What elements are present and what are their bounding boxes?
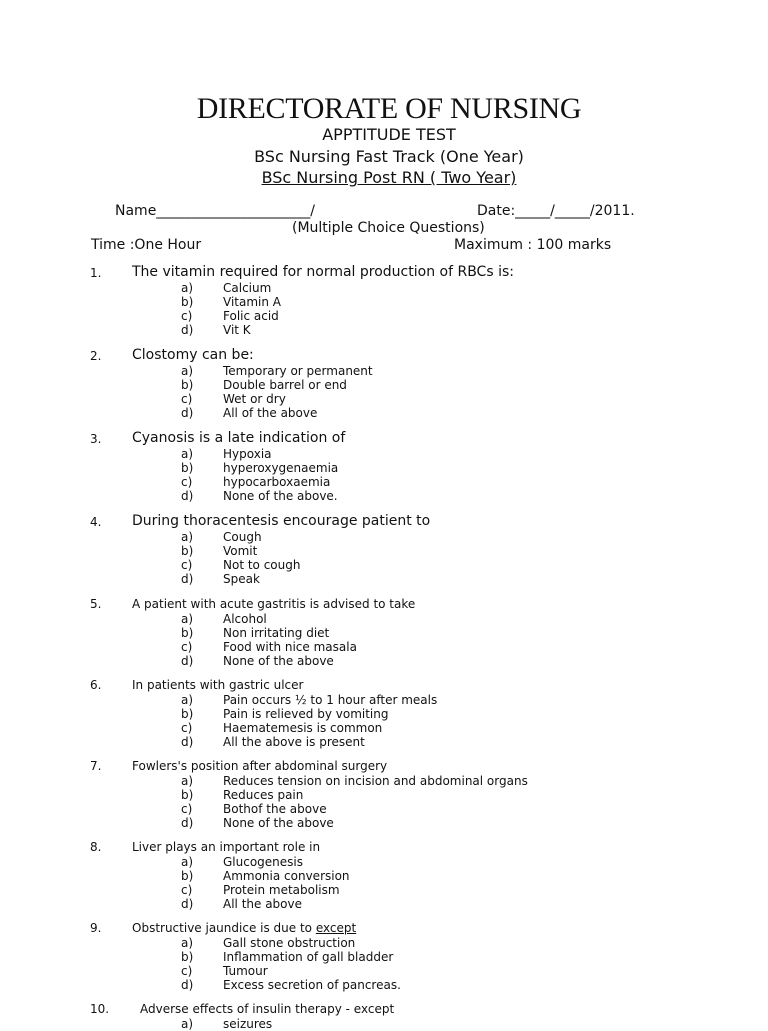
answer-option bbox=[0, 950, 768, 964]
option-text: Speak bbox=[223, 572, 260, 586]
question-text bbox=[132, 347, 254, 363]
answer-option bbox=[0, 816, 768, 830]
option-letter: c) bbox=[181, 475, 193, 489]
option-letter: c) bbox=[181, 640, 193, 654]
question-text-main: A patient with acute gastritis is advised to take bbox=[132, 597, 416, 611]
question-text bbox=[132, 840, 320, 854]
answer-option bbox=[0, 323, 768, 337]
subtitle-post-rn: BSc Nursing Post RN ( Two Year) bbox=[261, 168, 517, 187]
option-letter: d) bbox=[181, 816, 194, 830]
answer-option bbox=[0, 640, 768, 654]
option-letter: d) bbox=[181, 735, 194, 749]
question-text bbox=[132, 264, 514, 280]
option-letter: b) bbox=[181, 626, 194, 640]
question-number: 6. bbox=[90, 678, 102, 692]
option-letter: c) bbox=[181, 558, 193, 572]
time-info: Time :One Hour bbox=[91, 237, 202, 253]
name-field: Name______________________/ bbox=[115, 203, 316, 219]
option-text: Pain occurs ½ to 1 hour after meals bbox=[223, 693, 438, 707]
question-text-main: During thoracentesis encourage patient to bbox=[132, 513, 431, 529]
option-letter: d) bbox=[181, 978, 194, 992]
option-text: All the above bbox=[223, 897, 302, 911]
question-text bbox=[140, 1002, 394, 1016]
question-number: 10. bbox=[90, 1002, 110, 1016]
option-letter: d) bbox=[181, 489, 194, 503]
option-letter: b) bbox=[181, 788, 194, 802]
question-text bbox=[132, 678, 303, 692]
option-letter: c) bbox=[181, 802, 193, 816]
question-number: 8. bbox=[90, 840, 102, 854]
option-letter: b) bbox=[181, 869, 194, 883]
answer-option bbox=[0, 978, 768, 992]
answer-option bbox=[0, 489, 768, 503]
option-letter: d) bbox=[181, 406, 194, 420]
question-number: 5. bbox=[90, 597, 102, 611]
option-text: Excess secretion of pancreas. bbox=[223, 978, 401, 992]
option-letter: d) bbox=[181, 572, 194, 586]
option-letter: a) bbox=[181, 281, 194, 295]
option-text: Glucogenesis bbox=[223, 855, 304, 869]
option-letter: c) bbox=[181, 964, 193, 978]
option-text: Ammonia conversion bbox=[223, 869, 350, 883]
option-letter: d) bbox=[181, 897, 194, 911]
question-text-main: Clostomy can be: bbox=[132, 347, 254, 363]
option-letter: d) bbox=[181, 323, 194, 337]
option-letter: c) bbox=[181, 309, 193, 323]
option-letter: a) bbox=[181, 693, 194, 707]
question-text bbox=[132, 513, 430, 529]
question-number: 3. bbox=[90, 432, 102, 446]
option-text: Folic acid bbox=[223, 309, 279, 323]
option-text: Cough bbox=[223, 530, 262, 544]
option-letter: a) bbox=[181, 447, 194, 461]
answer-option bbox=[0, 654, 768, 668]
answer-option bbox=[0, 530, 768, 544]
answer-option bbox=[0, 869, 768, 883]
option-text: Reduces pain bbox=[223, 788, 304, 802]
option-text: Pain is relieved by vomiting bbox=[223, 707, 389, 721]
option-letter: b) bbox=[181, 378, 194, 392]
answer-option bbox=[0, 544, 768, 558]
option-text: None of the above bbox=[223, 654, 334, 668]
question-text-main: Liver plays an important role in bbox=[132, 840, 321, 854]
question-text-main: The vitamin required for normal production of RBCs is: bbox=[132, 264, 514, 280]
answer-option bbox=[0, 707, 768, 721]
option-letter: b) bbox=[181, 295, 194, 309]
question-text-emphasis: except bbox=[315, 921, 357, 935]
option-text: Not to cough bbox=[223, 558, 301, 572]
option-letter: a) bbox=[181, 936, 194, 950]
date-field: Date:_____/_____/2011. bbox=[477, 203, 635, 219]
option-letter: c) bbox=[181, 392, 193, 406]
option-text: Alcohol bbox=[223, 612, 267, 626]
option-text: seizures bbox=[223, 1017, 273, 1031]
answer-option bbox=[0, 309, 768, 323]
option-text: None of the above bbox=[223, 816, 334, 830]
option-text: All of the above bbox=[223, 406, 318, 420]
question-text bbox=[132, 597, 415, 611]
question-text bbox=[132, 430, 345, 446]
option-text: Tumour bbox=[223, 964, 268, 978]
answer-option bbox=[0, 721, 768, 735]
question-number: 7. bbox=[90, 759, 102, 773]
question-text-main: In patients with gastric ulcer bbox=[132, 678, 304, 692]
option-text: Inflammation of gall bladder bbox=[223, 950, 394, 964]
answer-option bbox=[0, 626, 768, 640]
answer-option bbox=[0, 1017, 768, 1031]
answer-option bbox=[0, 735, 768, 749]
answer-option bbox=[0, 612, 768, 626]
subtitle-test: APPTITUDE TEST bbox=[322, 125, 456, 144]
option-letter: d) bbox=[181, 654, 194, 668]
option-letter: a) bbox=[181, 612, 194, 626]
answer-option bbox=[0, 693, 768, 707]
option-letter: b) bbox=[181, 950, 194, 964]
answer-option bbox=[0, 281, 768, 295]
answer-option bbox=[0, 406, 768, 420]
question-text bbox=[132, 921, 356, 935]
answer-option bbox=[0, 392, 768, 406]
mcq-note: (Multiple Choice Questions) bbox=[292, 220, 485, 236]
question-text-main: Cyanosis is a late indication of bbox=[132, 430, 346, 446]
option-letter: a) bbox=[181, 364, 194, 378]
option-text: Wet or dry bbox=[223, 392, 286, 406]
option-letter: a) bbox=[181, 855, 194, 869]
option-letter: a) bbox=[181, 1017, 194, 1031]
question-text-main: Fowlers's position after abdominal surgery bbox=[132, 759, 388, 773]
option-text: Protein metabolism bbox=[223, 883, 340, 897]
subtitle-fast-track: BSc Nursing Fast Track (One Year) bbox=[254, 147, 524, 166]
option-letter: b) bbox=[181, 544, 194, 558]
option-text: Food with nice masala bbox=[223, 640, 357, 654]
answer-option bbox=[0, 883, 768, 897]
option-letter: a) bbox=[181, 774, 194, 788]
max-marks: Maximum : 100 marks bbox=[454, 237, 612, 253]
option-text: Non irritating diet bbox=[223, 626, 330, 640]
option-letter: a) bbox=[181, 530, 194, 544]
question-number: 9. bbox=[90, 921, 102, 935]
answer-option bbox=[0, 447, 768, 461]
option-letter: c) bbox=[181, 883, 193, 897]
answer-option bbox=[0, 475, 768, 489]
question-number: 4. bbox=[90, 515, 102, 529]
answer-option bbox=[0, 572, 768, 586]
option-text: Calcium bbox=[223, 281, 272, 295]
answer-option bbox=[0, 774, 768, 788]
document-title: DIRECTORATE OF NURSING bbox=[196, 92, 582, 125]
answer-option bbox=[0, 964, 768, 978]
option-text: Vomit bbox=[223, 544, 258, 558]
question-number: 1. bbox=[90, 266, 102, 280]
question-text-main: Adverse effects of insulin therapy - except bbox=[140, 1002, 395, 1016]
answer-option bbox=[0, 378, 768, 392]
option-text: hyperoxygenaemia bbox=[223, 461, 339, 475]
answer-option bbox=[0, 295, 768, 309]
answer-option bbox=[0, 936, 768, 950]
option-text: Bothof the above bbox=[223, 802, 327, 816]
option-letter: b) bbox=[181, 461, 194, 475]
option-text: Vit K bbox=[223, 323, 251, 337]
answer-option bbox=[0, 802, 768, 816]
answer-option bbox=[0, 364, 768, 378]
option-text: Temporary or permanent bbox=[223, 364, 373, 378]
answer-option bbox=[0, 461, 768, 475]
option-text: Gall stone obstruction bbox=[223, 936, 356, 950]
option-text: All the above is present bbox=[223, 735, 365, 749]
question-number: 2. bbox=[90, 349, 102, 363]
answer-option bbox=[0, 558, 768, 572]
option-text: Reduces tension on incision and abdominal organs bbox=[223, 774, 528, 788]
option-letter: b) bbox=[181, 707, 194, 721]
answer-option bbox=[0, 855, 768, 869]
option-letter: c) bbox=[181, 721, 193, 735]
answer-option bbox=[0, 788, 768, 802]
option-text: Hypoxia bbox=[223, 447, 272, 461]
answer-option bbox=[0, 897, 768, 911]
option-text: Haematemesis is common bbox=[223, 721, 383, 735]
option-text: None of the above. bbox=[223, 489, 338, 503]
question-text bbox=[132, 759, 387, 773]
option-text: Double barrel or end bbox=[223, 378, 347, 392]
option-text: hypocarboxaemia bbox=[223, 475, 331, 489]
question-text-main: Obstructive jaundice is due to bbox=[132, 921, 316, 935]
option-text: Vitamin A bbox=[223, 295, 281, 309]
